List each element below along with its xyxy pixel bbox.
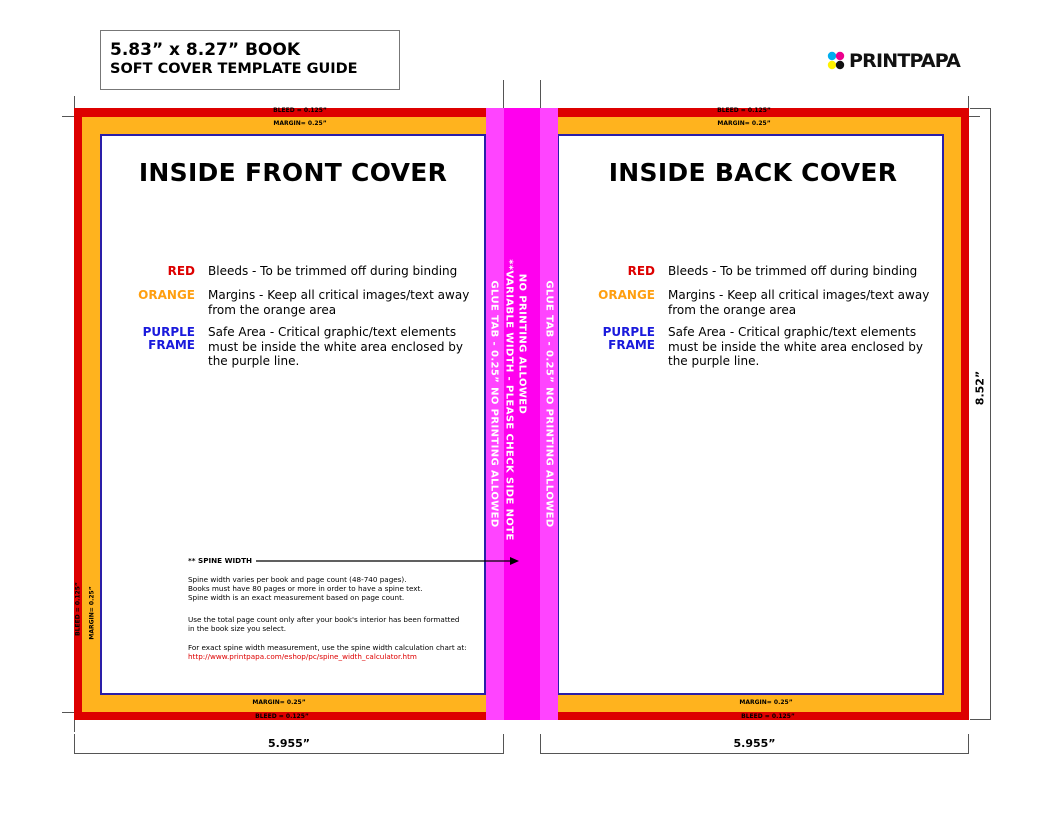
dimension-line-left xyxy=(74,753,504,754)
spine-note-line: Books must have 80 pages or more in order to have a spine text. xyxy=(188,584,423,593)
bleed-top-right-label: BLEED = 0.125” xyxy=(717,107,771,114)
legend-red-label: RED xyxy=(627,264,655,278)
spine-width-note-title: ** SPINE WIDTH xyxy=(188,556,253,565)
legend-red-text: Bleeds - To be trimmed off during binding xyxy=(668,264,918,278)
spine-variable-width-label: **VARIABLE WIDTH - PLEASE CHECK SIDE NOTE xyxy=(503,259,515,541)
glue-tab-right-label: GLUE TAB - 0.25” NO PRINTING ALLOWED xyxy=(543,280,555,528)
margin-side-label: MARGIN= 0.25” xyxy=(88,586,96,640)
spine-note-line: in the book size you select. xyxy=(188,624,287,633)
margin-top-right-label: MARGIN= 0.25” xyxy=(717,120,771,127)
bleed-side-label: BLEED = 0.125” xyxy=(74,582,82,636)
legend-purple-label: PURPLE FRAME xyxy=(602,325,655,352)
inside-back-cover-heading: INSIDE BACK COVER xyxy=(608,158,898,187)
legend-orange-label: ORANGE xyxy=(138,288,195,302)
template-subtitle: SOFT COVER TEMPLATE GUIDE xyxy=(110,61,358,77)
dimension-tick xyxy=(970,719,991,720)
width-right-dimension: 5.955” xyxy=(733,737,776,750)
spine-width-note-body xyxy=(188,575,423,602)
margin-bottom-left-label: MARGIN= 0.25” xyxy=(252,699,306,706)
inside-front-cover-heading: INSIDE FRONT COVER xyxy=(138,158,448,187)
bleed-top-left-label: BLEED = 0.125” xyxy=(273,107,327,114)
spine-width-note-body-2 xyxy=(188,615,459,633)
template-title: 5.83” x 8.27” BOOK xyxy=(110,40,300,60)
width-left-dimension: 5.955” xyxy=(267,737,311,750)
spine-note-line: Spine width is an exact measurement based on page count. xyxy=(188,593,405,602)
legend-purple-label: PURPLE FRAME xyxy=(142,325,195,352)
legend-orange-text: Margins - Keep all critical images/text away from the orange area xyxy=(668,288,930,317)
legend-red-text: Bleeds - To be trimmed off during binding xyxy=(208,264,458,278)
legend-orange-label: ORANGE xyxy=(598,288,655,302)
spine-note-line: Use the total page count only after your book's interior has been formatted xyxy=(188,615,460,624)
legend-red-label: RED xyxy=(167,264,195,278)
dimension-line-right xyxy=(540,753,969,754)
spine-no-printing-label: NO PRINTING ALLOWED xyxy=(516,273,528,415)
dimension-line-height xyxy=(990,108,991,720)
legend-orange-text: Margins - Keep all critical images/text away from the orange area xyxy=(208,288,470,317)
margin-bottom-right-label: MARGIN= 0.25” xyxy=(739,699,793,706)
logo-text: PRINTPAPA xyxy=(849,50,961,72)
margin-top-left-label: MARGIN= 0.25” xyxy=(273,120,327,127)
legend-purple-text: Safe Area - Critical graphic/text elements must be inside the white area enclosed by the purple line. xyxy=(668,325,924,368)
dimension-tick xyxy=(970,108,991,109)
spine-note-line: Spine width varies per book and page count (48-740 pages). xyxy=(188,575,407,584)
bleed-bottom-left-label: BLEED = 0.125” xyxy=(255,713,309,720)
bleed-bottom-right-label: BLEED = 0.125” xyxy=(741,713,795,720)
glue-tab-left-label: GLUE TAB - 0.25” NO PRINTING ALLOWED xyxy=(488,280,500,528)
spine-note-line: For exact spine width measurement, use the spine width calculation chart at: xyxy=(188,643,467,652)
height-dimension: 8.52” xyxy=(973,370,987,406)
spine-calculator-link[interactable]: http://www.printpapa.com/eshop/pc/spine_width_calculator.htm xyxy=(188,652,417,661)
legend-purple-text: Safe Area - Critical graphic/text elements must be inside the white area enclosed by the purple line. xyxy=(208,325,464,368)
